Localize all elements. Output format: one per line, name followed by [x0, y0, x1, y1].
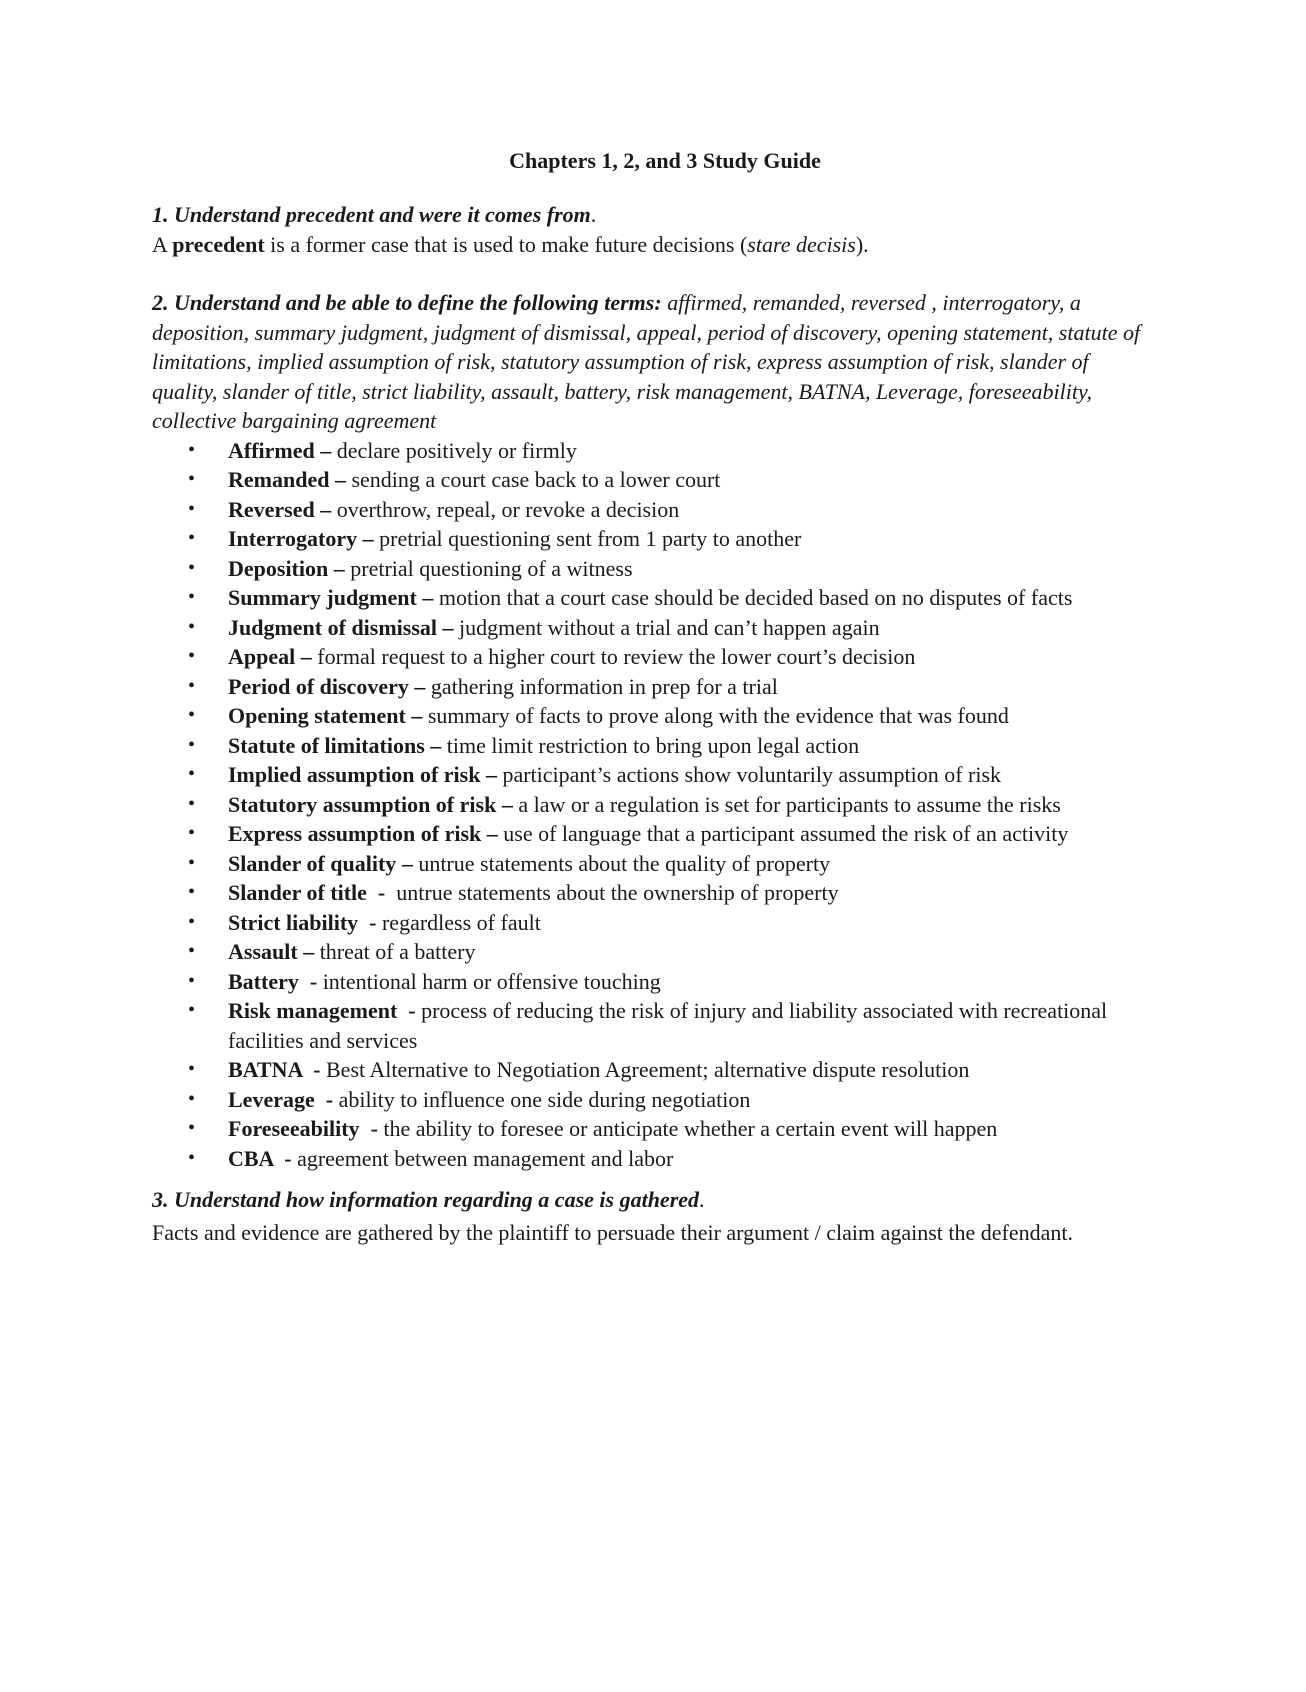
page-title: Chapters 1, 2, and 3 Study Guide [509, 148, 821, 173]
question-1-heading [152, 200, 1152, 230]
definition-item [188, 524, 1152, 554]
bullet-icon: • [188, 792, 196, 815]
definition-term: CBA [228, 1145, 274, 1171]
definition-separator: – [416, 585, 439, 610]
definition-separator: - [366, 880, 397, 905]
answer-1-term: precedent [172, 232, 265, 257]
definition-text: use of language that a participant assumed the risk of an activity [503, 821, 1069, 846]
definition-term: Affirmed [228, 437, 315, 463]
definitions-list [152, 436, 1152, 1174]
definition-term: Statute of limitations [228, 732, 425, 758]
definition-text: pretrial questioning sent from 1 party to another [379, 526, 802, 551]
definition-separator: – [408, 673, 431, 699]
definition-text: declare positively or firmly [336, 437, 577, 463]
definition-text: the ability to foresee or anticipate whether a certain event will happen [383, 1116, 998, 1141]
definition-text: untrue statements about the ownership of property [396, 880, 839, 905]
definition-separator: – [329, 467, 352, 492]
definition-item [188, 878, 1152, 908]
definition-term: Battery [228, 968, 299, 994]
definition-item [188, 672, 1152, 702]
question-2-heading-text: 2. Understand and be able to define the following terms: [152, 290, 662, 315]
bullet-icon: • [188, 999, 196, 1021]
definition-separator: – [496, 791, 519, 817]
answer-1-end: ). [855, 232, 869, 257]
definition-separator: – [295, 644, 318, 669]
definition-text: overthrow, repeal, or revoke a decision [336, 496, 680, 522]
definition-text: untrue statements about the quality of property [418, 850, 831, 876]
bullet-icon: • [188, 851, 196, 874]
definition-term: Reversed [228, 496, 315, 522]
bullet-icon: • [188, 1058, 196, 1080]
definition-term: Leverage [228, 1086, 315, 1112]
bullet-icon: • [188, 1087, 196, 1110]
study-guide-page [152, 148, 1152, 1249]
definition-term: Slander of title [228, 880, 367, 905]
definition-item [188, 1085, 1152, 1115]
definition-item [188, 760, 1152, 790]
definition-term: Risk management [228, 998, 398, 1023]
question-2 [152, 288, 1152, 1173]
bullet-icon: • [188, 556, 196, 579]
definition-text: a law or a regulation is set for participants to assume the risks [518, 791, 1061, 817]
bullet-icon: • [188, 615, 196, 638]
bullet-icon: • [188, 645, 196, 667]
definition-separator: - [273, 1145, 298, 1171]
bullet-icon: • [188, 881, 196, 903]
bullet-icon: • [188, 704, 196, 726]
definition-item [188, 908, 1152, 938]
definition-separator: – [480, 762, 503, 787]
definition-separator: – [405, 703, 428, 728]
definition-term: Remanded [228, 467, 330, 492]
definition-item [188, 790, 1152, 820]
definition-separator: – [396, 850, 419, 876]
answer-1-pre: A [152, 232, 173, 257]
definition-item [188, 436, 1152, 466]
question-1-heading-end: . [590, 202, 597, 227]
definition-text: pretrial questioning of a witness [350, 555, 633, 581]
definition-item [188, 554, 1152, 584]
answer-1-latin: stare decisis [747, 232, 856, 257]
definition-separator: - [302, 1057, 326, 1082]
bullet-icon: • [188, 674, 196, 697]
question-2-terms-list: affirmed, remanded, reversed , interrogatory, a deposition, summary judgment, judgment of dismissal, appeal, period of discovery, opening statement, statute of limitations, implied assumption of risk, statutory assumption of risk, express assumption of risk, slander of quality, slander of title, strict liability, assault, battery, risk management, BATNA, Leverage, foreseeability, collective bargaining agreement [152, 290, 1141, 433]
definition-text: threat of a battery [319, 939, 476, 964]
bullet-icon: • [188, 438, 196, 461]
definition-separator: - [359, 1116, 384, 1141]
definition-text: regardless of fault [381, 909, 541, 935]
question-3 [152, 1185, 1152, 1249]
definition-item [188, 701, 1152, 731]
definition-item [188, 849, 1152, 879]
definition-term: Period of discovery [228, 673, 409, 699]
definition-item [188, 613, 1152, 643]
definition-separator: – [424, 732, 447, 758]
definition-separator: – [314, 437, 337, 463]
bullet-icon: • [188, 1146, 196, 1169]
bullet-icon: • [188, 822, 196, 844]
question-3-heading-text: 3. Understand how information regarding a case is gathered [152, 1187, 700, 1212]
definition-term: Summary judgment [228, 585, 417, 610]
bullet-icon: • [188, 733, 196, 756]
definition-text: gathering information in prep for a trial [430, 673, 778, 699]
definition-separator: – [357, 526, 380, 551]
definition-item [188, 1055, 1152, 1085]
definition-term: Appeal [228, 644, 296, 669]
definition-text: participant’s actions show voluntarily assumption of risk [502, 762, 1002, 787]
bullet-icon: • [188, 1117, 196, 1139]
definition-term: BATNA [228, 1057, 303, 1082]
definition-item [188, 967, 1152, 997]
bullet-icon: • [188, 586, 196, 608]
definition-item [188, 583, 1152, 613]
definition-item [188, 996, 1152, 1055]
question-1-answer [152, 230, 1152, 260]
definition-separator: – [437, 614, 460, 640]
definition-separator: - [358, 909, 382, 935]
definition-separator: – [328, 555, 351, 581]
definition-term: Foreseeability [228, 1116, 360, 1141]
definition-item [188, 937, 1152, 967]
definition-separator: – [297, 939, 320, 964]
answer-1-mid: is a former case that is used to make future decisions ( [264, 232, 748, 257]
question-3-answer: Facts and evidence are gathered by the plaintiff to persuade their argument / claim against the defendant. [152, 1220, 1074, 1245]
definition-term: Judgment of dismissal [228, 614, 438, 640]
question-3-heading-end: . [699, 1187, 705, 1212]
bullet-icon: • [188, 940, 196, 962]
definition-text: ability to influence one side during negotiation [338, 1086, 751, 1112]
question-2-heading [152, 288, 1152, 436]
definition-separator: - [397, 998, 422, 1023]
definition-term: Interrogatory [228, 526, 358, 551]
definition-separator: – [314, 496, 337, 522]
definition-term: Slander of quality [228, 850, 397, 876]
bullet-icon: • [188, 527, 196, 549]
definition-item [188, 495, 1152, 525]
definition-separator: – [481, 821, 504, 846]
definition-term: Implied assumption of risk [228, 762, 481, 787]
definition-item [188, 819, 1152, 849]
definition-item [188, 465, 1152, 495]
question-3-heading [152, 1185, 1152, 1215]
definition-text: Best Alternative to Negotiation Agreement; alternative dispute resolution [326, 1057, 970, 1082]
definition-item [188, 1144, 1152, 1174]
bullet-icon: • [188, 763, 196, 785]
definition-text: process of reducing the risk of injury and liability associated with recreational facilities and services [228, 998, 1108, 1053]
definition-item [188, 642, 1152, 672]
definition-text: intentional harm or offensive touching [322, 968, 661, 994]
definition-term: Express assumption of risk [228, 821, 482, 846]
definition-text: agreement between management and labor [297, 1145, 674, 1171]
bullet-icon: • [188, 468, 196, 490]
bullet-icon: • [188, 969, 196, 992]
definition-text: time limit restriction to bring upon legal action [446, 732, 860, 758]
definition-term: Deposition [228, 555, 329, 581]
definition-term: Statutory assumption of risk [228, 791, 497, 817]
question-1 [152, 200, 1152, 260]
definition-term: Strict liability [228, 909, 359, 935]
bullet-icon: • [188, 910, 196, 933]
definition-separator: - [314, 1086, 339, 1112]
definition-text: summary of facts to prove along with the evidence that was found [427, 703, 1009, 728]
definition-term: Opening statement [228, 703, 406, 728]
definition-term: Assault [228, 939, 298, 964]
definition-text: sending a court case back to a lower court [351, 467, 721, 492]
definition-text: motion that a court case should be decided based on no disputes of facts [438, 585, 1073, 610]
question-1-heading-text: 1. Understand precedent and were it comes from [152, 202, 591, 227]
definition-item [188, 731, 1152, 761]
definition-text: judgment without a trial and can’t happen again [459, 614, 880, 640]
bullet-icon: • [188, 497, 196, 520]
definition-text: formal request to a higher court to review the lower court’s decision [317, 644, 916, 669]
definition-separator: - [298, 968, 323, 994]
definition-item [188, 1114, 1152, 1144]
